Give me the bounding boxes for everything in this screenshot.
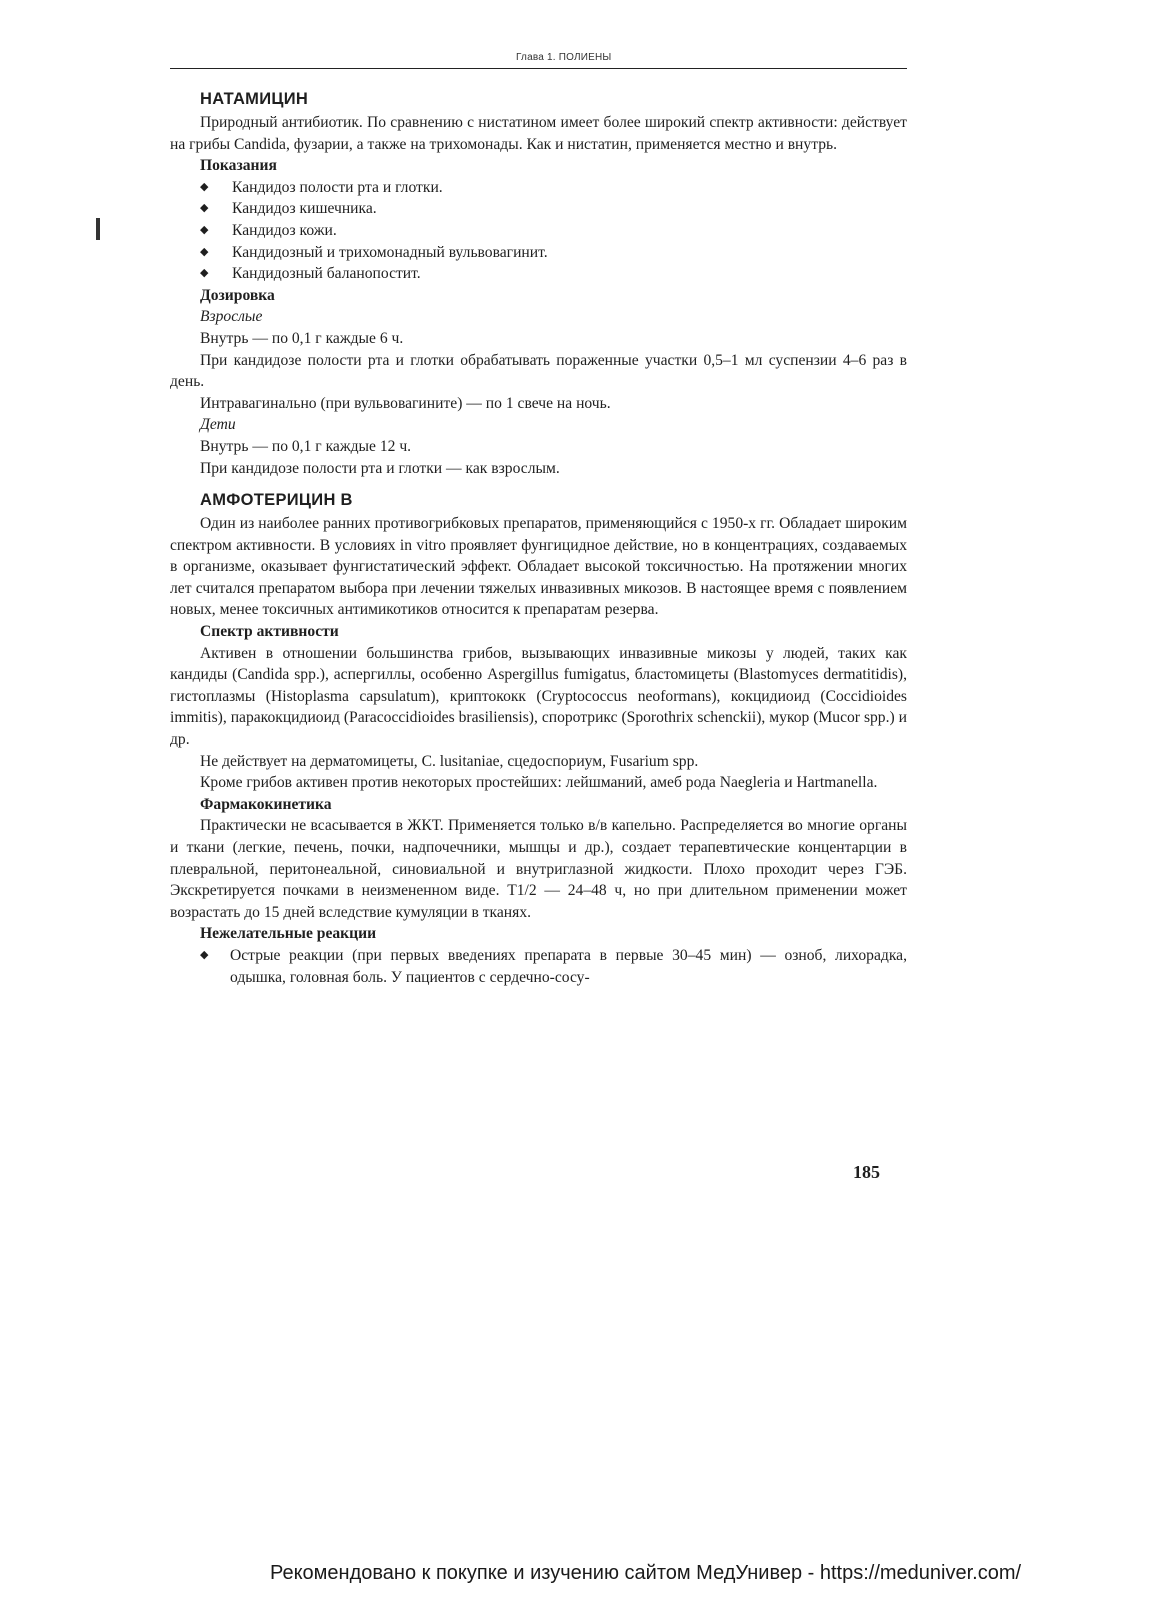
spectrum-protozoa: Кроме грибов активен против некоторых простейших: лейшманий, амеб рода Naegleria и Hartmanella. [200,774,878,792]
section-title-amphotericin: АМФОТЕРИЦИН В [200,491,353,510]
list-item: ◆ Кандидозный баланопостит. [170,263,907,285]
spectrum-heading: Спектр активности [200,623,339,641]
pharmacokinetics-text: Практически не всасывается в ЖКТ. Применяется только в/в капельно. Распределяется во многие органы и ткани (легкие, печень, почки, надпочечники, мышцы и др.), создает терапевтические концентарции в плевральной, перитонеальной, синовиальной и внутриглазной жидкости. Плохо проходит через ГЭБ. Экскретируется почками в неизмененном виде. T1/2 — 24–48 ч, но при длительном применении может возрастать до 15 дней вследствие кумуляции в тканях. [170,817,907,921]
diamond-bullet-icon: ◆ [200,948,209,961]
pharmacokinetics-heading: Фармакокинетика [200,795,332,813]
list-item: ◆ Кандидоз кожи. [170,220,907,242]
diamond-bullet-icon: ◆ [200,180,209,193]
page-body [170,88,907,988]
indications-heading: Показания [200,157,277,175]
diamond-bullet-icon: ◆ [200,245,209,258]
diamond-bullet-icon: ◆ [200,202,209,215]
page-number: 185 [853,1162,880,1182]
list-item: ◆ Кандидозный и трихомонадный вульвовагинит. [170,242,907,264]
indications-list [170,177,907,285]
adults-dose-oral: Внутрь — по 0,1 г каждые 6 ч. [200,329,404,347]
list-item: ◆ Кандидоз кишечника. [170,198,907,220]
children-dose-oral-cavity: При кандидозе полости рта и глотки — как взрослым. [200,459,560,477]
footer-banner: Рекомендовано к покупке и изучению сайтом МедУнивер - https://meduniver.com/ [270,1562,1022,1584]
list-item: ◆ Острые реакции (при первых введениях препарата в первые 30–45 мин) — озноб, лихорадка, одышка, головная боль. У пациентов с сердечно-сосу- [200,946,907,986]
adults-dose-vaginal: Интравагинально (при вульвовагините) — по 1 свече на ночь. [200,394,611,412]
children-heading: Дети [200,416,236,434]
adverse-reactions-list [170,945,907,988]
spectrum-active: Активен в отношении большинства грибов, вызывающих инвазивные микозы у людей, таких как кандиды (Candida spp.), аспергиллы, особенно Aspergillus fumigatus, бластомицеты (Blastomyces dermatitidis), гистоплазмы (Histoplasma capsulatum), криптококк (Cryptococcus neoformans), кокцидиоид (Coccidioides immitis), паракокцидиоид (Paracoccidioides brasiliensis), споротрикс (Sporothrix schenckii), мукор (Mucor spp.) и др. [170,644,907,749]
margin-mark [96,218,100,240]
list-item: ◆ Кандидоз полости рта и глотки. [170,177,907,199]
spectrum-inactive: Не действует на дерматомицеты, C. lusitaniae, сцедоспориум, Fusarium spp. [200,752,699,770]
amphotericin-intro: Один из наиболее ранних противогрибковых препаратов, применяющийся с 1950-х гг. Обладает широким спектром активности. В условиях in vitro проявляет фунгицидное действие, но в концентрациях, создаваемых в организме, оказывает фунгистатический эффект. Обладает высокой токсичностью. На протяжении многих лет считался препаратом выбора при лечении тяжелых инвазивных микозов. В настоящее время с появлением новых, менее токсичных антимикотиков относится к препаратам резерва. [170,515,907,619]
adverse-reactions-heading: Нежелательные реакции [200,925,377,943]
section-title-natamycin: НАТАМИЦИН [200,90,309,108]
diamond-bullet-icon: ◆ [200,267,209,280]
children-dose-oral: Внутрь — по 0,1 г каждые 12 ч. [200,437,412,455]
diamond-bullet-icon: ◆ [200,223,209,236]
dosage-heading: Дозировка [200,286,275,304]
running-header: Глава 1. ПОЛИЕНЫ [516,52,612,63]
natamycin-intro: Природный антибиотик. По сравнению с нистатином имеет более широкий спектр активности: действует на грибы Candida, фузарии, а также на трихомонады. Как и нистатин, применяется местно и внутрь. [170,114,907,153]
adults-heading: Взрослые [200,308,263,326]
header-rule [170,68,907,69]
adults-dose-oral-cavity: При кандидозе полости рта и глотки обрабатывать пораженные участки 0,5–1 мл суспензии 4–6 раз в день. [170,351,907,391]
